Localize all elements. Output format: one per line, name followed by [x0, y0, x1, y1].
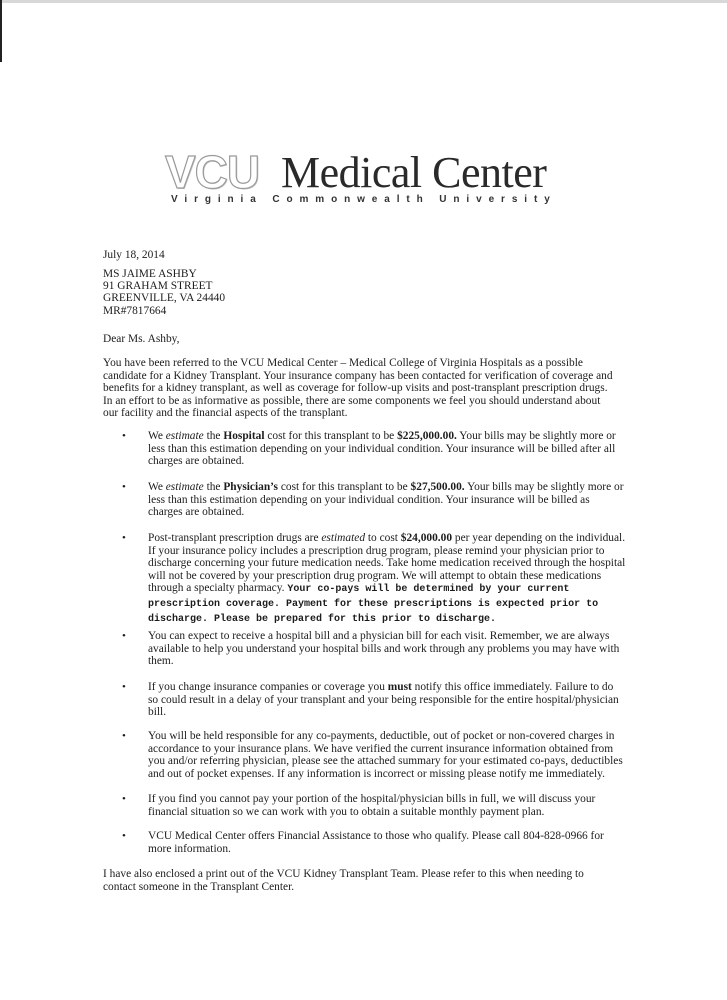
text-span: the [203, 481, 224, 493]
drug-cost-amount: $24,000.00 [400, 532, 453, 544]
bullet-text [148, 481, 626, 519]
bullet-marker: • [122, 430, 126, 442]
bullet-text [148, 430, 626, 468]
bullet-marker: • [122, 730, 126, 742]
text-span: the [203, 430, 224, 442]
bullet-marker: • [122, 532, 126, 544]
logo-title: Medical Center [281, 148, 547, 197]
hospital-cost-amount: $225,000.00. [397, 430, 457, 442]
text-span: per year depending on the individual. If your insurance policy includes a prescription drug program, please remind your physician prior to discharge concerning your future medication needs. Take home medication received through the hospital will not be covered by your prescription drug program. We will attempt to obtain these medications through a specialty pharmacy. [148, 532, 626, 595]
text-span: We [148, 481, 166, 493]
letterhead-logo [165, 146, 565, 216]
scan-edge-mark [0, 0, 2, 62]
text-span: Post-transplant prescription drugs are [148, 532, 322, 544]
bullet-marker: • [122, 630, 126, 642]
text-span: We [148, 430, 166, 442]
text-span: Your bills may be slightly more or less than this estimation depending on your individual condition. Your insurance will be billed as charges are obtained. [148, 481, 624, 519]
bullet-text: If you find you cannot pay your portion of the hospital/physician bills in full, we will discuss your financial situation so we can work with you to obtain a suitable monthly payment plan. [148, 793, 596, 818]
recipient-address [103, 268, 618, 317]
text-span: If you change insurance companies or coverage you [148, 681, 388, 693]
logo-subtitle: Virginia Commonwealth University [171, 194, 557, 205]
text-span: notify this office immediately. Failure to do so could result in a delay of your transplant and your being responsible for the entire hospital/physician bill. [148, 681, 619, 719]
emphasis-estimate: estimate [165, 430, 204, 442]
physician-cost-amount: $27,500.00. [410, 481, 465, 493]
bullet-text [148, 532, 626, 626]
recipient-mr-number: MR#7817664 [103, 304, 167, 317]
logo-vcu-mark: VCU [165, 146, 260, 198]
text-span: to cost [365, 532, 401, 544]
text-span: cost for this transplant to be [277, 481, 411, 493]
emphasis-hospital: Hospital [223, 430, 265, 442]
bullet-text [148, 681, 626, 719]
bullet-marker: • [122, 793, 126, 805]
bullet-text: You can expect to receive a hospital bill and a physician bill for each visit. Remember, we are always available to help you understand your hospital bills and work through any problems you may have with them. [148, 630, 620, 668]
salutation: Dear Ms. Ashby, [103, 333, 180, 345]
emphasis-estimated: estimated [321, 532, 366, 544]
text-span: Your bills may be slightly more or less than this estimation depending on your individual condition. Your insurance will be billed after all charges are obtained. [148, 430, 616, 468]
bullet-marker: • [122, 830, 126, 842]
emphasis-must: must [387, 681, 412, 693]
bullet-text: You will be held responsible for any co-payments, deductible, out of pocket or non-covered charges in accordance to your insurance plans. We have verified the current insurance information obtained from you and/or referring physician, please see the attached summary for your estimated co-pays, deductibles and out of pocket expenses. If any information is incorrect or missing please notify me immediately. [148, 730, 623, 780]
closing-paragraph: I have also enclosed a print out of the VCU Kidney Transplant Team. Please refer to this when needing to contact someone in the Transplant Center. [103, 868, 584, 893]
bullet-marker: • [122, 681, 126, 693]
text-span: cost for this transplant to be [264, 430, 398, 442]
letter-date: July 18, 2014 [103, 249, 165, 261]
recipient-city: GREENVILLE, VA 24440 [103, 292, 226, 305]
recipient-street: 91 GRAHAM STREET [103, 280, 213, 293]
recipient-name: MS JAIME ASHBY [103, 268, 197, 280]
bullet-text: VCU Medical Center offers Financial Assistance to those who qualify. Please call 804-828-0966 for more information. [148, 830, 604, 855]
emphasis-physician: Physician’s [223, 481, 278, 493]
emphasis-estimate: estimate [165, 481, 204, 493]
copay-notice: Your co-pays will be determined by your current prescription coverage. Payment for these prescriptions is expected prior to discharge. Please be prepared for this prior to discharge. [148, 584, 599, 625]
scan-border [0, 0, 727, 3]
bullet-marker: • [122, 481, 126, 493]
intro-paragraph: You have been referred to the VCU Medical Center – Medical College of Virginia Hospitals as a possible candidate for a Kidney Transplant. Your insurance company has been contacted for verification of coverage and benefits for a kidney transplant, as well as coverage for follow-up visits and post-transplant prescription drugs. In an effort to be as informative as possible, there are some components we feel you should understand about our facility and the financial aspects of the transplant. [103, 357, 613, 420]
